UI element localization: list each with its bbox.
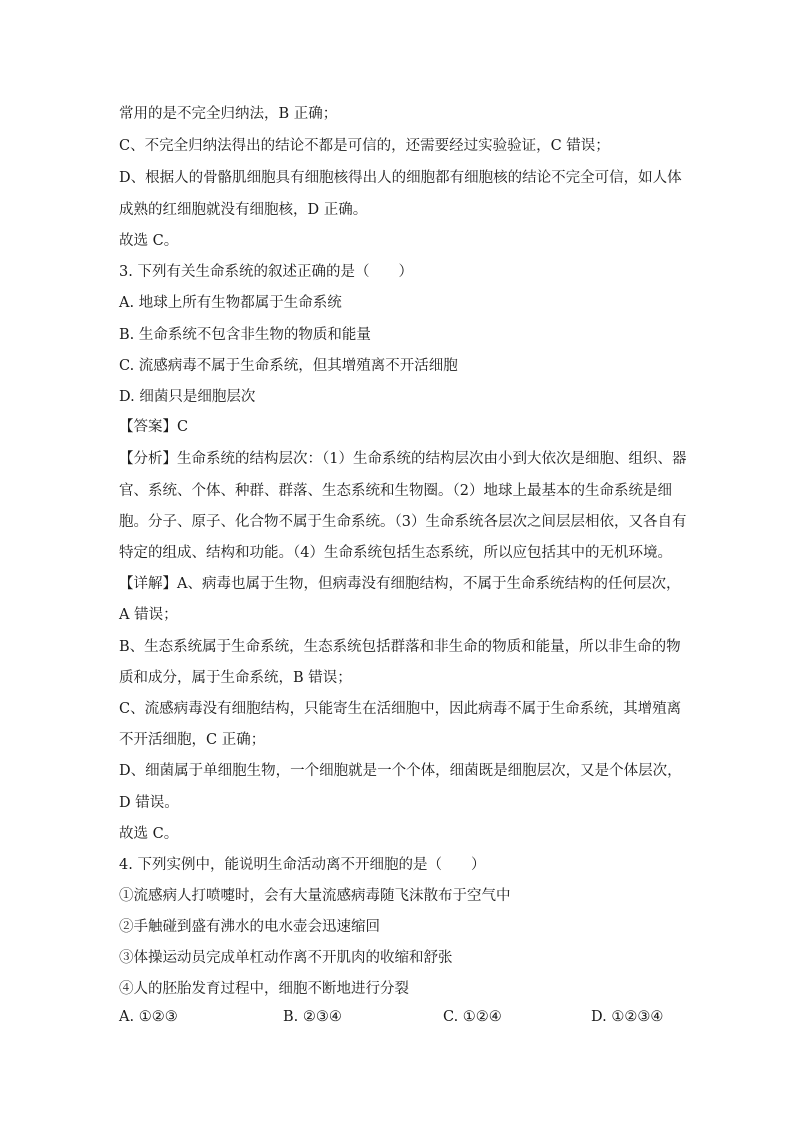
question-3-stem: 3. 下列有关生命系统的叙述正确的是（ ）	[119, 264, 413, 280]
text-line: 成熟的红细胞就没有细胞核，D 正确。	[119, 202, 368, 218]
detail-line: 质和成分，属于生命系统，B 错误；	[119, 670, 352, 686]
analysis-line: 胞。分子、原子、化合物不属于生命系统。（3）生命系统各层次之间层层相依，又各自有	[119, 514, 687, 530]
detail-line: 【详解】A、病毒也属于生物，但病毒没有细胞结构，不属于生命系统结构的任何层次，	[119, 576, 681, 592]
text-line: C、不完全归纳法得出的结论不都是可信的，还需要经过实验验证，C 错误；	[119, 138, 610, 154]
question-4-stem: 4. 下列实例中，能说明生命活动离不开细胞的是（ ）	[119, 857, 486, 873]
statement-4: ④人的胚胎发育过程中，细胞不断地进行分裂	[119, 981, 409, 997]
text-line: 故选 C。	[119, 826, 179, 842]
choice-b: B. ②③④	[283, 1009, 342, 1025]
option-d: D. 细菌只是细胞层次	[119, 389, 256, 405]
statement-1: ①流感病人打喷嚏时，会有大量流感病毒随飞沫散布于空气中	[119, 888, 511, 904]
option-b: B. 生命系统不包含非生物的物质和能量	[119, 327, 371, 343]
text-line: 故选 C。	[119, 233, 179, 249]
option-a: A. 地球上所有生物都属于生命系统	[119, 295, 342, 311]
text-line: 常用的是不完全归纳法，B 正确；	[119, 106, 338, 122]
detail-line: C、流感病毒没有细胞结构，只能寄生在活细胞中，因此病毒不属于生命系统，其增殖离	[119, 701, 682, 717]
question-4-choices	[119, 1009, 679, 1031]
statement-2: ②手触碰到盛有沸水的电水壶会迅速缩回	[119, 919, 380, 935]
choice-c: C. ①②④	[443, 1009, 502, 1025]
text-line: D、根据人的骨骼肌细胞具有细胞核得出人的细胞都有细胞核的结论不完全可信，如人体	[119, 170, 682, 186]
answer-line: 【答案】C	[119, 419, 189, 435]
detail-line: D 错误。	[119, 795, 179, 811]
detail-line: D、细菌属于单细胞生物，一个细胞就是一个个体，细菌既是细胞层次，又是个体层次，	[119, 763, 682, 779]
analysis-line: 【分析】生命系统的结构层次：（1）生命系统的结构层次由小到大依次是细胞、组织、器	[119, 451, 687, 467]
analysis-line: 官、系统、个体、种群、群落、生态系统和生物圈。（2）地球上最基本的生命系统是细	[119, 483, 672, 499]
choice-d: D. ①②③④	[591, 1009, 664, 1025]
detail-line: B、生态系统属于生命系统，生态系统包括群落和非生命的物质和能量，所以非生命的物	[119, 639, 681, 655]
choice-a: A. ①②③	[119, 1009, 178, 1025]
detail-line: 不开活细胞，C 正确；	[119, 732, 266, 748]
option-c: C. 流感病毒不属于生命系统，但其增殖离不开活细胞	[119, 358, 458, 374]
analysis-line: 特定的组成、结构和功能。（4）生命系统包括生态系统，所以应包括其中的无机环境。	[119, 545, 672, 561]
statement-3: ③体操运动员完成单杠动作离不开肌肉的收缩和舒张	[119, 950, 453, 966]
detail-line: A 错误；	[119, 607, 178, 623]
